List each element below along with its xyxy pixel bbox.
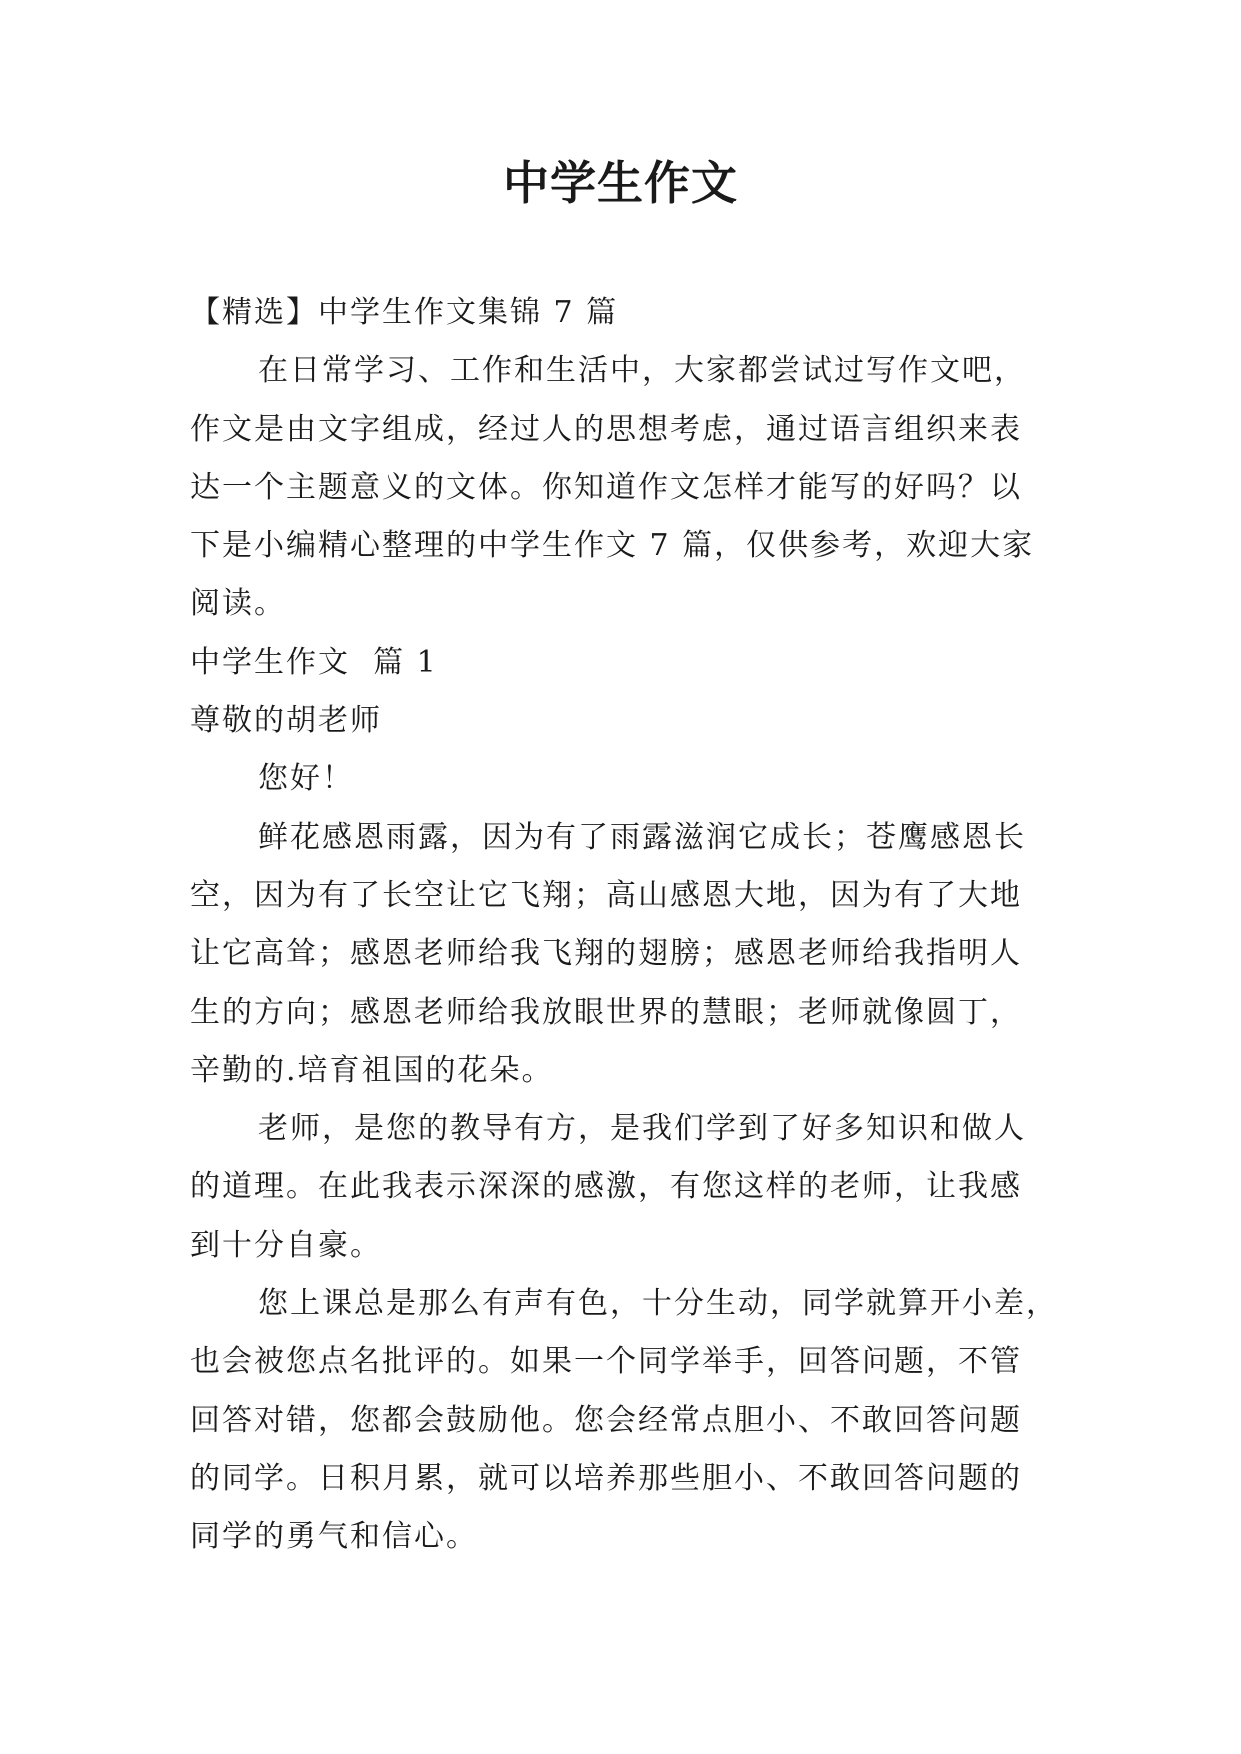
paragraph-line: 老师，是您的教导有方，是我们学到了好多知识和做人 xyxy=(258,1111,1026,1147)
page-title: 中学生作文 xyxy=(503,156,738,210)
paragraph-line: 辛勤的.培育祖国的花朵。 xyxy=(190,1052,554,1088)
intro-line: 作文是由文字组成，经过人的思想考虑，通过语言组织来表 xyxy=(190,411,1022,447)
intro-line: 阅读。 xyxy=(190,586,286,622)
salutation: 尊敬的胡老师 xyxy=(190,703,382,739)
paragraph-line: 让它高耸；感恩老师给我飞翔的翅膀；感恩老师给我指明人 xyxy=(190,936,1022,972)
paragraph-line: 您上课总是那么有声有色，十分生动，同学就算开小差， xyxy=(258,1286,1058,1322)
paragraph-1 xyxy=(190,809,1070,1100)
subtitle: 【精选】中学生作文集锦 7 篇 xyxy=(190,295,619,330)
paragraph-line: 回答对错，您都会鼓励他。您会经常点胆小、不敢回答问题 xyxy=(190,1402,1022,1438)
paragraph-line: 空，因为有了长空让它飞翔；高山感恩大地，因为有了大地 xyxy=(190,877,1022,913)
paragraph-line: 到十分自豪。 xyxy=(190,1227,382,1263)
paragraph-line: 的道理。在此我表示深深的感激，有您这样的老师，让我感 xyxy=(190,1169,1022,1205)
paragraph-line: 的同学。日积月累，就可以培养那些胆小、不敢回答问题的 xyxy=(190,1460,1022,1496)
document-body xyxy=(190,284,1070,1567)
section-heading: 中学生作文 篇 1 xyxy=(190,644,438,680)
intro-line: 在日常学习、工作和生活中，大家都尝试过写作文吧， xyxy=(258,353,1026,389)
paragraph-3 xyxy=(190,1275,1070,1566)
intro-paragraph xyxy=(190,342,1070,633)
paragraph-line: 生的方向；感恩老师给我放眼世界的慧眼；老师就像圆丁， xyxy=(190,994,1022,1030)
paragraph-line: 也会被您点名批评的。如果一个同学举手，回答问题，不管 xyxy=(190,1344,1022,1380)
paragraph-2 xyxy=(190,1100,1070,1275)
paragraph-line: 鲜花感恩雨露，因为有了雨露滋润它成长；苍鹰感恩长 xyxy=(258,819,1026,855)
intro-line: 达一个主题意义的文体。你知道作文怎样才能写的好吗？以 xyxy=(190,469,1022,505)
intro-line: 下是小编精心整理的中学生作文 7 篇，仅供参考，欢迎大家 xyxy=(190,528,1035,564)
paragraph-line: 同学的勇气和信心。 xyxy=(190,1519,478,1555)
greeting: 您好！ xyxy=(258,761,354,797)
